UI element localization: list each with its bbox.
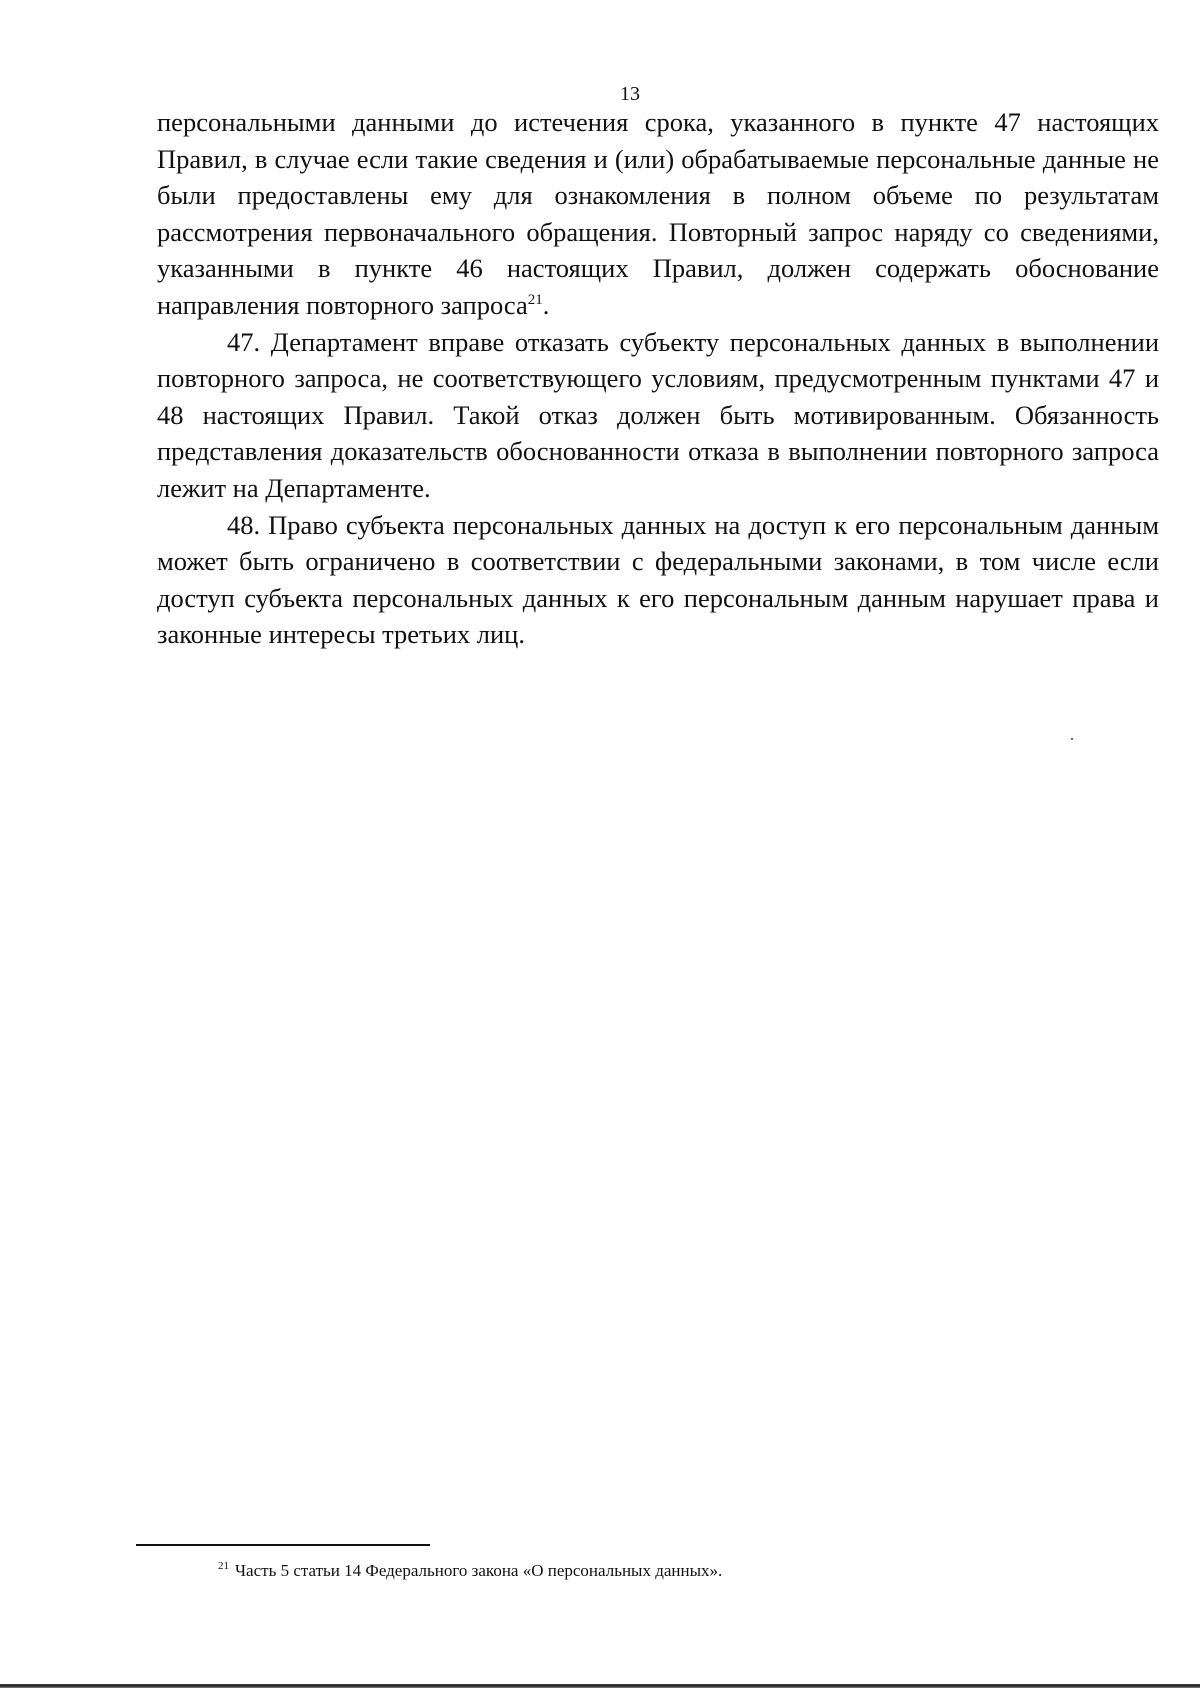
- footnote-reference: 21: [527, 292, 543, 309]
- scan-speck: [1071, 738, 1073, 740]
- paragraph-47: 47. Департамент вправе отказать субъекту персональных данных в выполнении повторного запроса, не соответствующего условиям, предусмотренным пунктами 47 и 48 настоящих Правил. Такой отказ должен быть мотивированным. Обязанность представления доказательств обоснованности отказа в выполнении повторного запроса лежит на Департаменте.: [157, 326, 1159, 503]
- scan-edge-line: [0, 1684, 1200, 1688]
- paragraph-text: персональными данными до истечения срока, указанного в пункте 47 настоящих Правил, в случае если такие сведения и (или) обрабатываемые персональные данные не были предоставлены ему для ознакомления в полном объеме по результатам рассмотрения первоначального обращения. Повторный запрос наряду со сведениями, указанными в пункте 46 настоящих Правил, должен содержать обоснование направления повторного запроса: [157, 107, 1159, 320]
- paragraph-48: 48. Право субъекта персональных данных на доступ к его персональным данным может быть ограничено в соответствии с федеральными законами, в том числе если доступ субъекта персональных данных к его персональным данным нарушает права и законные интересы третьих лиц.: [157, 509, 1159, 650]
- footnote-text: Часть 5 статьи 14 Федерального закона «О персональных данных».: [235, 1561, 723, 1580]
- footnote-number: 21: [218, 1560, 229, 1573]
- paragraph-continuation: [157, 104, 1159, 324]
- paragraph-tail: .: [542, 289, 550, 320]
- footnote: [218, 1560, 722, 1582]
- document-body: [157, 104, 1159, 653]
- page-number: 13: [620, 83, 640, 105]
- footnote-separator: [136, 1544, 430, 1546]
